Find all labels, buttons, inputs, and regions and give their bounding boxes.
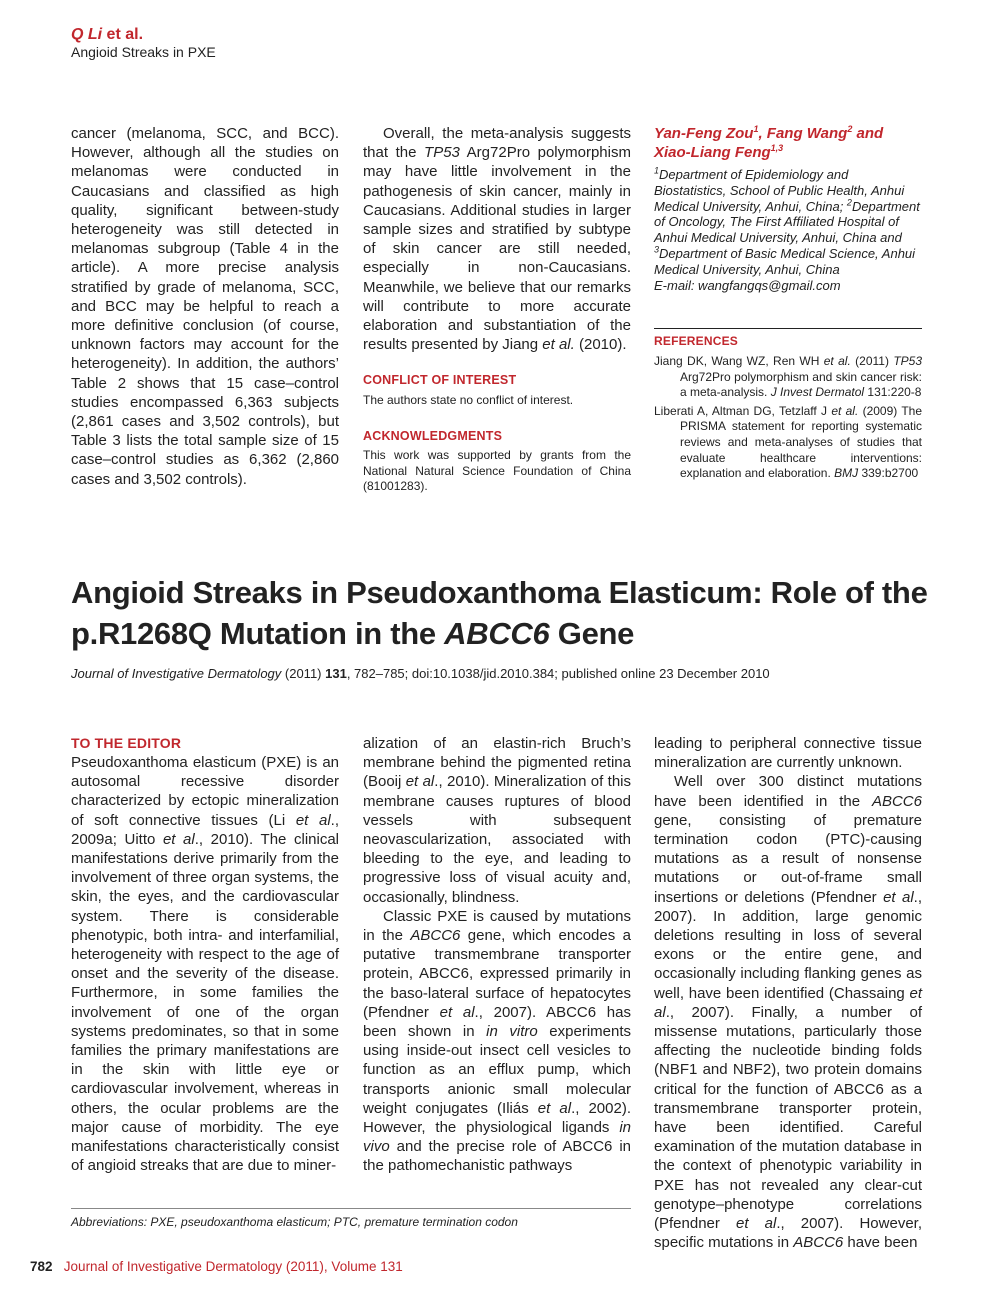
running-author: [71, 26, 143, 44]
et-al: et al: [162, 830, 195, 848]
text-run: Liberati A, Altman DG, Tetzlaff J: [654, 403, 832, 418]
body-paragraph: [363, 907, 631, 1176]
text-run: 339:b2700: [858, 466, 919, 481]
gene-name: ABCC6: [410, 927, 461, 945]
text-run: ., 2009a; Uitto: [71, 811, 339, 848]
journal-name: J Invest Dermatol: [770, 385, 865, 400]
et-al: et al.: [823, 354, 851, 368]
author-name: Q Li: [71, 26, 103, 43]
et-al: et al: [654, 984, 922, 1021]
body-paragraph: [363, 734, 631, 907]
text-run: experiments using inside-out insect cell vesicles to function as an efflux pump, which transports anionic small molecular weight conjugates (Iliás: [363, 1023, 631, 1117]
title-text: Gene: [549, 616, 635, 651]
affiliation-3: Department of Basic Medical Science, Anhui Medical University, Anhui, China: [654, 245, 916, 277]
journal-name: BMJ: [834, 466, 859, 481]
references-heading: REFERENCES: [654, 334, 739, 348]
to-the-editor-heading: TO THE EDITOR: [71, 735, 182, 751]
article-title: [71, 572, 931, 654]
et-al: et al.: [542, 336, 575, 354]
abbreviations-footnote: Abbreviations: PXE, pseudoxanthoma elasticum; PTC, premature termination codon: [71, 1215, 518, 1229]
aff-sup: 3: [654, 244, 660, 255]
citation-line: [71, 666, 770, 681]
aff-sup: 1: [654, 165, 660, 176]
text-run: (2011): [850, 354, 894, 368]
text-run: ., 2007). However, specific mutations in: [654, 1215, 923, 1252]
text-run: Pseudoxanthoma elasticum (PXE) is an autosomal recessive disorder characterized by ectopic mineralization of soft connective tissues (Li: [71, 754, 339, 829]
text-run: (2009) The PRISMA statement for reporting systematic reviews and meta-analyses of studies that evaluate healthcare interventions: explanation and elaboration.: [680, 403, 923, 481]
body-column-1: [71, 734, 339, 1175]
et-al: et al: [736, 1215, 777, 1233]
text-run: and the precise role of ABCC6 in the pathomechanistic pathways: [363, 1138, 631, 1175]
reference-item: [654, 354, 922, 401]
author-1-sup: 1: [753, 124, 759, 134]
email: E-mail: wangfangqs@gmail.com: [654, 277, 841, 293]
in-vivo: in vivo: [363, 1119, 631, 1156]
references-rule: [654, 328, 922, 329]
text-run: ., 2007). In addition, large genomic deletions resulting in loss of several exons or the entire gene, and occasionally including flanking genes as well, have been identified (Chassaing: [654, 888, 922, 1002]
author-and: and: [852, 125, 884, 142]
author-block: [654, 124, 922, 293]
author-2-sup: 2: [847, 124, 853, 134]
running-title: Angioid Streaks in PXE: [71, 44, 216, 60]
letter-column-1: [71, 124, 339, 489]
text-run: ., 2010). The clinical manifestations derive primarily from the involvement of three organ systems, the skin, the eyes, and the cardiovascular system. There is considerable phenotypic, both intra- and interfamilial, heterogeneity with respect to the age of onset and the severity of the disease. Furthermore, in some families the involvement of one of the organ systems predominates, so that in some families the primary manifestations are in the skin with little eye or cardiovascular involvement, whereas in others, the ocular problems are the major cause of morbidity. The eye manifestations characteristically consist of angioid streaks that are due to miner-: [71, 830, 339, 1175]
conclusion-paragraph: [363, 124, 631, 354]
text-run: gene, consisting of premature termination codon (PTC)-causing mutations as a result of nonsense mutations or out-of-frame small insertions or deletions (Pfendner: [654, 811, 922, 906]
acknowledgments-heading: ACKNOWLEDGMENTS: [363, 429, 503, 444]
author-names: [654, 124, 922, 162]
gene-name: TP53: [893, 354, 923, 368]
reference-item: [654, 404, 922, 482]
text-run: Arg72Pro polymorphism may have little involvement in the pathogenesis of skin cancer, mainly in Caucasians. Additional studies in larger sample sizes and stratified by subtype of skin cancer are still needed, especially in non-Caucasians. Meanwhile, we believe that our remarks will contribute to more accurate elaboration and substantiation of the results presented by Jiang: [363, 144, 631, 354]
et-al: et al: [439, 1003, 475, 1021]
page-footer: [30, 1259, 403, 1274]
references-section: [654, 334, 922, 485]
author-1: Yan-Feng Zou: [654, 125, 754, 142]
body-paragraph: [654, 772, 922, 1252]
text-run: Well over 300 distinct mutations have been identified in the: [654, 773, 922, 810]
gene-name: TP53: [424, 144, 460, 162]
footnote-rule: [71, 1208, 631, 1209]
et-al: et al: [883, 888, 914, 906]
text-run: (2010).: [574, 336, 627, 354]
title-gene: ABCC6: [444, 616, 550, 651]
gene-name: ABCC6: [793, 1234, 844, 1252]
author-2: , Fang Wang: [758, 125, 848, 142]
citation-rest: , 782–785; doi:10.1038/jid.2010.384; published online 23 December 2010: [346, 666, 770, 681]
body-paragraph: leading to peripheral connective tissue mineralization are currently unknown.: [654, 735, 922, 772]
page-number: 782: [30, 1259, 53, 1274]
text-run: Arg72Pro polymorphism and skin cancer risk: a meta-analysis.: [680, 369, 922, 400]
title-text: Angioid Streaks in Pseudoxanthoma Elasticum: Role of the p.R1268Q Mutation in the: [71, 575, 928, 651]
conflict-text: The authors state no conflict of interest.: [363, 392, 574, 407]
text-run: ., 2007). Finally, a number of missense mutations, particularly those affecting the nucleotide binding folds (NBF1 and NBF2), two protein domains critical for the function of ABCC6 as a transmembrane transporter protein, have been identified. Careful examination of the mutation database in the context of phenotypic variability in PXE has not revealed any clear-cut genotype–phenotype correlations (Pfendner: [654, 1003, 922, 1233]
aff-sup: 2: [846, 197, 852, 208]
text-run: Jiang DK, Wang WZ, Ren WH: [654, 354, 824, 368]
text-run: ., 2002). However, the physiological ligands: [363, 1099, 631, 1137]
letter-column-2: [363, 124, 631, 495]
footer-journal: Journal of Investigative Dermatology (2011), Volume 131: [63, 1259, 403, 1274]
citation-journal: Journal of Investigative Dermatology: [71, 666, 282, 681]
et-al: et al: [537, 1099, 572, 1117]
author-3-sup: 1,3: [770, 143, 784, 153]
in-vitro: in vitro: [486, 1023, 538, 1041]
author-suffix: et al.: [102, 26, 144, 43]
et-al: et al: [405, 773, 435, 791]
body-column-3: [654, 734, 922, 1252]
text-run: Overall, the meta-analysis suggests that the: [363, 125, 631, 162]
et-al: et al: [295, 811, 331, 829]
text-run: 131:220-8: [864, 385, 922, 400]
affiliation-2: Department of Oncology, The First Affiliated Hospital of Anhui Medical University, Anhui, China and: [654, 198, 920, 246]
letter-paragraph: cancer (melanoma, SCC, and BCC). However, although all the studies on melanomas were conducted in Caucasians and classified as high quality, significant between-study heterogeneity was still detected in melanomas subgroup (Table 4 in the article). A more precise analysis stratified by grade of melanoma, SCC, and BCC may be helpful to reach a more definitive conclusion (of course, unknown factors may account for the heterogeneity). In addition, the authors’ Table 2 shows that 15 case–control studies encompassed 6,363 subjects (2,861 cases and 3,502 controls), but Table 3 lists the total sample size of 15 case–control studies as 6,362 (2,860 cases and 3,502 controls).: [71, 125, 339, 488]
et-al: et al.: [831, 403, 859, 418]
text-run: have been: [843, 1234, 918, 1252]
affiliation-1: Department of Epidemiology and Biostatistics, School of Public Health, Anhui Medical University, Anhui, China;: [654, 167, 905, 214]
text-run: gene, which encodes a putative transmembrane transporter protein, ABCC6, expressed primarily in the baso-lateral surface of hepatocytes (Pfendner: [363, 927, 631, 1021]
conflict-heading: CONFLICT OF INTEREST: [363, 373, 517, 388]
body-paragraph: [71, 753, 339, 1175]
text-run: ., 2007). ABCC6 has been shown in: [363, 1003, 631, 1041]
body-column-2: [363, 734, 631, 1176]
citation-volume: 131: [325, 666, 347, 681]
text-run: ., 2010). Mineralization of this membrane causes ruptures of blood vessels with subsequent neovascularization, associated with bleeding to the eye, and leading to progressive loss of visual acuity and, occasionally, blindness.: [363, 773, 631, 906]
acknowledgments-text: This work was supported by grants from the National Natural Science Foundation of China (81001283).: [363, 448, 631, 494]
gene-name: ABCC6: [871, 792, 922, 810]
text-run: Classic PXE is caused by mutations in the: [363, 907, 631, 945]
text-run: alization of an elastin-rich Bruch’s membrane behind the pigmented retina (Booij: [363, 735, 631, 791]
citation-year: (2011): [281, 666, 326, 681]
affiliations: [654, 167, 922, 293]
author-3: Xiao-Liang Feng: [654, 144, 771, 161]
